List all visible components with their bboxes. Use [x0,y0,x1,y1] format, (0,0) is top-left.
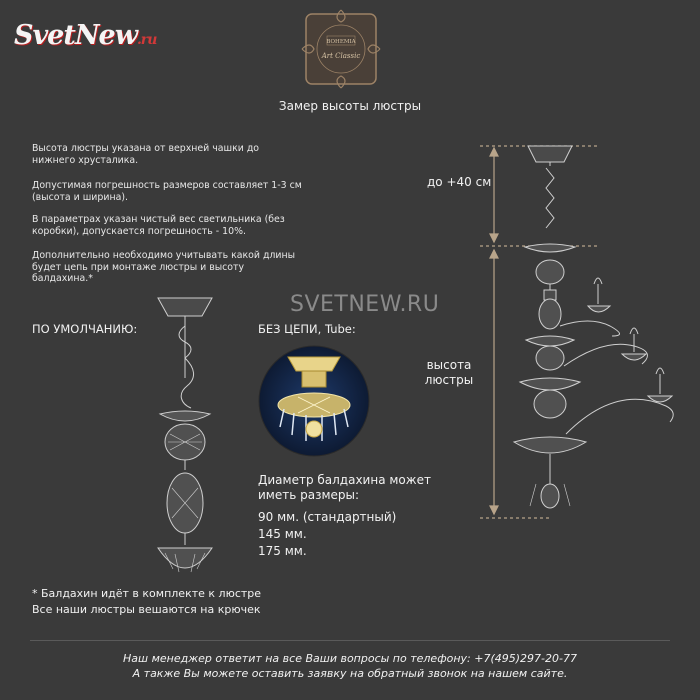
canopy-size-175: 175 мм. [258,544,307,558]
site-logo[interactable] [14,20,156,51]
info-paragraph-chain: Дополнительно необходимо учитывать какой длины будет цепь при монтаже люстры и высоту балдахина.* [32,250,296,284]
hook-note: Все наши люстры вешаются на крючек [32,603,261,616]
default-chandelier-drawing [140,298,230,588]
contact-phone-text: Наш менеджер ответит на все Ваши вопросы по телефону: +7(495)297-20-77 [123,652,577,665]
page-title: Замер высоты люстры [278,99,422,113]
default-label: ПО УМОЛЧАНИЮ: [32,322,138,336]
info-paragraph-weight: В параметрах указан чистый вес светильника (без коробки), допускается погрешность - 10%. [32,214,285,237]
footer-divider [30,640,670,641]
extra-height-label: до +40 см [427,175,492,189]
logo-text: SvetNew [14,20,137,51]
contact-callback-text: А также Вы можете оставить заявку на обратный звонок на нашем сайте. [132,667,568,680]
canopy-diameter-title: Диаметр балдахина может иметь размеры: [258,473,431,502]
chandelier-height-label: высота люстры [424,358,474,387]
crest-top-text: BOHEMIA [326,39,356,45]
no-chain-label: БЕЗ ЦЕПИ, Tube: [258,322,356,336]
canopy-note: * Балдахин идёт в комплекте к люстре [32,587,262,600]
info-paragraph-height: Высота люстры указана от верхней чашки до нижнего хрусталика. [32,143,260,166]
info-paragraph-tolerance: Допустимая погрешность размеров составляет 1-3 см (высота и ширина). [32,180,302,203]
logo-suffix: .ru [136,32,157,48]
crest-bottom-text: Art Classic [321,52,361,60]
no-chain-canopy-photo [258,345,370,457]
canopy-size-145: 145 мм. [258,527,307,541]
watermark: SVETNEW.RU [290,292,440,317]
bohemia-crest-emblem [300,8,382,90]
canopy-size-90: 90 мм. (стандартный) [258,510,397,524]
full-chandelier-drawing [500,144,680,534]
